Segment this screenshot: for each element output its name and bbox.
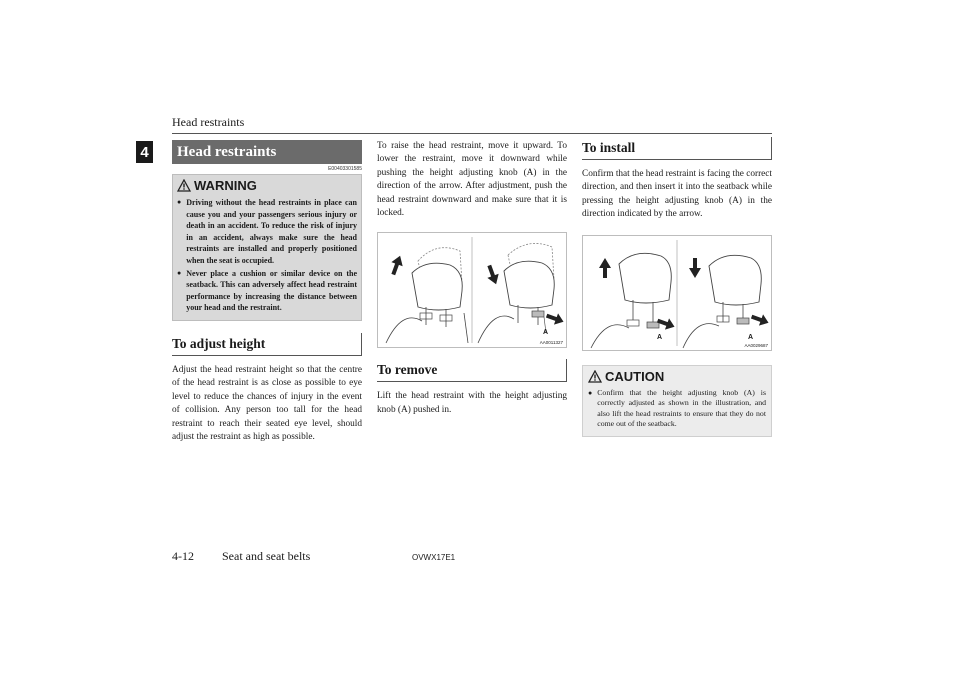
warning-item-text: Never place a cushion or similar device on the seatback. This can adversely affect head restraint performance by increasing the distance between your head and the restraint. [186, 268, 357, 313]
column-2 [377, 140, 567, 417]
caution-box [582, 365, 772, 437]
install-figure [582, 235, 772, 351]
raise-lower-text: To raise the head restraint, move it upward. To lower the restraint, move it downward while pushing the height adjusting knob (A) in the direction of the arrow. After adjustment, push the head restraint downward and make sure that it is locked. [377, 141, 567, 219]
section-doc-code: E00403301585 [328, 166, 362, 172]
head-restraint-install-illustration [583, 236, 771, 350]
header-rule [172, 133, 772, 134]
warning-label: WARNING [194, 178, 257, 193]
install-text: Confirm that the head restraint is facing the correct direction, and then insert it into the seatback while pressing the height adjusting knob (A) in the direction indicated by the arrow. [582, 169, 772, 220]
caution-header [588, 369, 766, 384]
figure-code: AA0029687 [744, 342, 768, 348]
warning-box [172, 174, 362, 321]
figure-code: AA0011327 [539, 340, 563, 346]
adjust-height-text: Adjust the head restraint height so that the centre of the head restraint is as close as possible to eye level to reduce the chances of injury in the event of collision. Any person too tall for the head restraint to reach their seated eye level, should adjust the restraint as high as possible. [172, 364, 362, 442]
footer-section-name: Seat and seat belts [222, 549, 311, 563]
knob-label-a-right: A [748, 333, 754, 341]
install-heading: To install [582, 137, 772, 160]
bullet-icon: ● [177, 268, 182, 277]
warning-item [177, 268, 357, 314]
warning-header [177, 178, 357, 193]
remove-heading: To remove [377, 359, 567, 382]
bullet-icon: ● [588, 388, 593, 397]
column-1 [172, 140, 362, 444]
warning-item [177, 197, 357, 267]
caution-triangle-icon [588, 370, 602, 383]
caution-label: CAUTION [605, 368, 665, 384]
bullet-icon: ● [177, 198, 182, 206]
adjust-height-heading: To adjust height [172, 333, 362, 356]
knob-label-a-left: A [657, 333, 663, 341]
warning-triangle-icon [177, 179, 191, 192]
caution-item-text: Confirm that the height adjusting knob (A) is correctly adjusted as shown in the illustration, and also lift the head restraints to ensure that they do not come out of the seatback. [597, 387, 766, 429]
adjust-height-figure [377, 232, 567, 348]
knob-label-a: A [543, 329, 549, 337]
running-header: Head restraints [172, 115, 245, 129]
warning-item-text: Driving without the head restraints in place can cause you and your passengers serious injury or death in an accident. To reduce the risk of injury in an accident, always make sure the head restraints are installed and properly positioned when the seat is occupied. [186, 198, 357, 265]
footer-page-number: 4-12 [172, 549, 194, 563]
remove-text: Lift the head restraint with the height adjusting knob (A) pushed in. [377, 391, 567, 415]
chapter-tab: 4 [136, 141, 153, 163]
column-3 [582, 140, 772, 437]
caution-item [588, 388, 766, 430]
head-restraint-adjust-illustration [378, 233, 566, 347]
section-title: Head restraints [172, 140, 362, 164]
footer-doc-code: OVWX17E1 [412, 553, 456, 562]
